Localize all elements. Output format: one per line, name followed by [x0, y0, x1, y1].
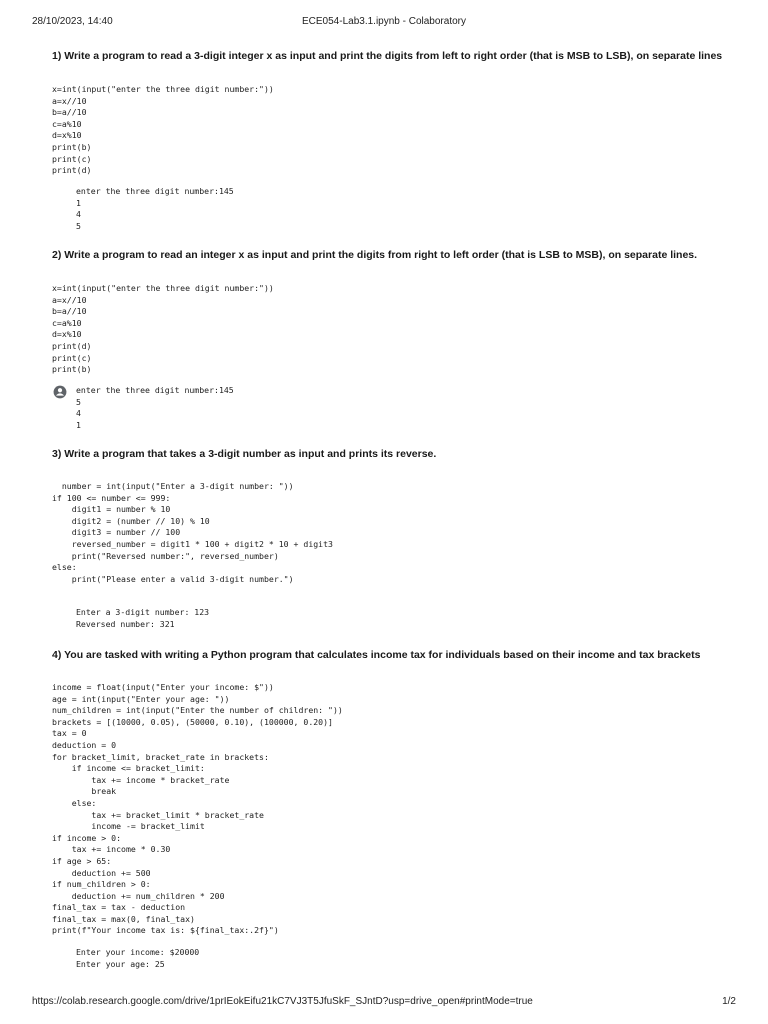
account-circle-icon: [53, 385, 67, 399]
output-cell-3: Enter a 3-digit number: 123 Reversed number: 321: [76, 607, 210, 629]
code-cell-2[interactable]: x=int(input("enter the three digit number:")) a=x//10 b=a//10 c=a%10 d=x%10 print(d) print(c) print(b): [52, 283, 274, 375]
code-cell-1[interactable]: x=int(input("enter the three digit number:")) a=x//10 b=a//10 c=a%10 d=x%10 print(b) print(c) print(d): [52, 84, 274, 176]
output-cell-2: enter the three digit number:145 5 4 1: [76, 385, 234, 430]
page-url: https://colab.research.google.com/drive/1prIEokEifu21kC7VJ3T5JfuSkF_SJntD?usp=drive_open#printMode=true: [32, 996, 533, 1007]
print-footer: [0, 996, 768, 1010]
print-datetime: 28/10/2023, 14:40: [32, 16, 113, 27]
document-title: ECE054-Lab3.1.ipynb - Colaboratory: [302, 16, 466, 27]
question-1-heading: 1) Write a program to read a 3-digit integer x as input and print the digits from left to right order (that is MSB to LSB), on separate lines: [52, 50, 723, 62]
code-cell-4[interactable]: income = float(input("Enter your income: $")) age = int(input("Enter your age: ")) num_children = int(input("Enter the number of children: ")) brackets = [(10000, 0.05), (50000, 0.10), (100000, 0.20)] tax = 0 deduction = 0 for bracket_limit, bracket_rate in brackets: if income <= bracket_limit: tax += income * bracket_rate break else: tax += bracket_limit * bracket_rate income -= bracket_limit if income > 0: tax += income * 0.30 if age > 65: deduction += 500 if num_children > 0: deduction += num_children * 200 final_tax = tax - deduction final_tax = max(0, final_tax) print(f"Your income tax is: ${final_tax:.2f}"): [52, 682, 343, 936]
output-cell-1: enter the three digit number:145 1 4 5: [76, 186, 234, 231]
print-header: [0, 16, 768, 30]
code-cell-3[interactable]: number = int(input("Enter a 3-digit number: ")) if 100 <= number <= 999: digit1 = number % 10 digit2 = (number // 10) % 10 digit3 = number // 100 reversed_number = digit1 * 100 + digit2 * 10 + digit3 print("Reversed number:", reversed_number) else: print("Please enter a valid 3-digit number."): [52, 481, 333, 584]
question-3-heading: 3) Write a program that takes a 3-digit number as input and prints its reverse.: [52, 448, 437, 460]
question-2-heading: 2) Write a program to read an integer x as input and print the digits from right to left order (that is LSB to MSB), on separate lines.: [52, 249, 698, 261]
question-4-heading: 4) You are tasked with writing a Python program that calculates income tax for individuals based on their income and tax brackets: [52, 649, 701, 661]
page-number: 1/2: [722, 996, 736, 1007]
output-cell-4: Enter your income: $20000 Enter your age: 25: [76, 947, 200, 969]
